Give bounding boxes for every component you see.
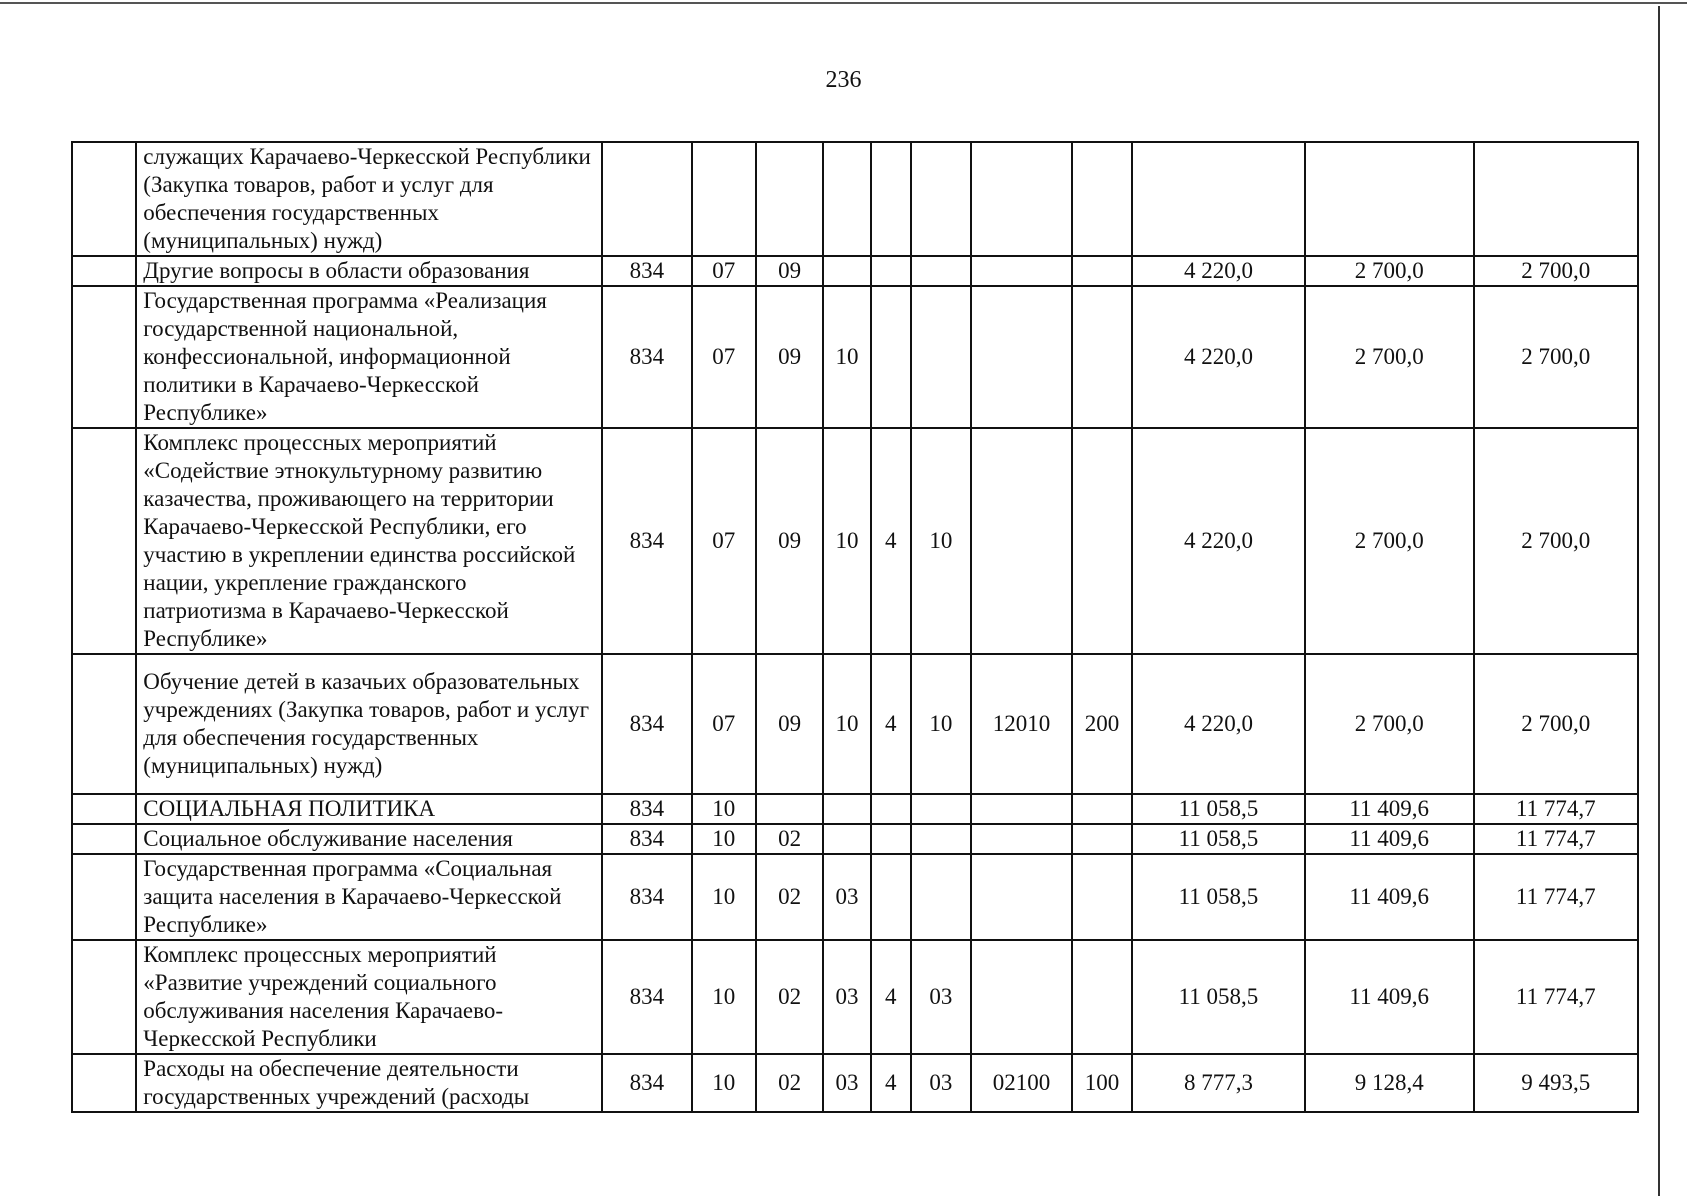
direction-cell [971,824,1072,854]
name-cell: Расходы на обеспечение деятельности государственных учреждений (расходы [136,1054,602,1112]
subprogram-type-cell [871,142,911,256]
table-row [72,854,1638,940]
subprogram-cell [911,824,971,854]
index-cell [72,794,136,824]
amount-year2-cell: 9 128,4 [1305,1054,1474,1112]
subsection-cell [756,142,823,256]
index-cell [72,824,136,854]
amount-year2-cell: 2 700,0 [1305,256,1474,286]
index-cell [72,142,136,256]
budget-table [71,141,1639,1113]
section-cell [692,142,756,256]
subprogram-type-cell: 4 [871,428,911,654]
scan-right-border [1658,6,1660,1196]
subsection-cell: 02 [756,824,823,854]
expense-type-cell [1072,428,1132,654]
subsection-cell: 02 [756,940,823,1054]
amount-year1-cell: 8 777,3 [1132,1054,1305,1112]
section-cell: 10 [692,940,756,1054]
amount-year3-cell: 9 493,5 [1474,1054,1638,1112]
program-cell [823,824,870,854]
amount-year1-cell: 4 220,0 [1132,654,1305,794]
ved-cell: 834 [602,824,692,854]
table-row [72,1054,1638,1112]
section-cell: 07 [692,428,756,654]
table-row [72,142,1638,256]
amount-year2-cell: 11 409,6 [1305,940,1474,1054]
amount-year1-cell: 11 058,5 [1132,794,1305,824]
direction-cell [971,256,1072,286]
amount-year1-cell: 11 058,5 [1132,824,1305,854]
subsection-cell: 09 [756,256,823,286]
page-number: 236 [825,67,862,93]
subsection-cell: 09 [756,654,823,794]
subsection-cell: 09 [756,286,823,428]
amount-year1-cell: 4 220,0 [1132,428,1305,654]
amount-year2-cell [1305,142,1474,256]
ved-cell [602,142,692,256]
name-cell: Социальное обслуживание населения [136,824,602,854]
name-cell: Государственная программа «Реализация государственной национальной, конфессиональной, информационной политики в Карачаево-Черкесской Республике» [136,286,602,428]
program-cell: 10 [823,286,870,428]
expense-type-cell [1072,854,1132,940]
table-row [72,286,1638,428]
subprogram-cell [911,794,971,824]
ved-cell: 834 [602,256,692,286]
index-cell [72,940,136,1054]
index-cell [72,428,136,654]
amount-year2-cell: 11 409,6 [1305,854,1474,940]
amount-year1-cell: 11 058,5 [1132,854,1305,940]
name-cell: СОЦИАЛЬНАЯ ПОЛИТИКА [136,794,602,824]
direction-cell [971,428,1072,654]
amount-year2-cell: 11 409,6 [1305,824,1474,854]
subprogram-cell: 03 [911,940,971,1054]
subsection-cell: 09 [756,428,823,654]
section-cell: 10 [692,824,756,854]
name-cell: служащих Карачаево-Черкесской Республики (Закупка товаров, работ и услуг для обеспечения государственных (муниципальных) нужд) [136,142,602,256]
amount-year3-cell: 2 700,0 [1474,256,1638,286]
amount-year3-cell: 2 700,0 [1474,428,1638,654]
subprogram-type-cell: 4 [871,1054,911,1112]
subprogram-cell: 10 [911,654,971,794]
index-cell [72,854,136,940]
ved-cell: 834 [602,286,692,428]
amount-year3-cell: 11 774,7 [1474,940,1638,1054]
subprogram-type-cell: 4 [871,654,911,794]
amount-year3-cell: 11 774,7 [1474,794,1638,824]
amount-year3-cell: 2 700,0 [1474,654,1638,794]
expense-type-cell: 200 [1072,654,1132,794]
subprogram-cell [911,142,971,256]
amount-year3-cell: 2 700,0 [1474,286,1638,428]
subprogram-cell [911,286,971,428]
section-cell: 10 [692,854,756,940]
ved-cell: 834 [602,794,692,824]
amount-year1-cell [1132,142,1305,256]
index-cell [72,654,136,794]
table-row [72,794,1638,824]
expense-type-cell [1072,940,1132,1054]
amount-year2-cell: 2 700,0 [1305,428,1474,654]
subprogram-cell: 10 [911,428,971,654]
ved-cell: 834 [602,854,692,940]
program-cell: 03 [823,854,870,940]
table-row [72,940,1638,1054]
ved-cell: 834 [602,428,692,654]
ved-cell: 834 [602,1054,692,1112]
amount-year3-cell [1474,142,1638,256]
direction-cell [971,142,1072,256]
ved-cell: 834 [602,654,692,794]
program-cell [823,794,870,824]
expense-type-cell: 100 [1072,1054,1132,1112]
table-row [72,428,1638,654]
subprogram-cell [911,854,971,940]
subprogram-type-cell: 4 [871,940,911,1054]
section-cell: 10 [692,1054,756,1112]
amount-year2-cell: 2 700,0 [1305,654,1474,794]
amount-year2-cell: 11 409,6 [1305,794,1474,824]
program-cell [823,142,870,256]
table-row [72,256,1638,286]
direction-cell [971,794,1072,824]
amount-year1-cell: 4 220,0 [1132,286,1305,428]
program-cell: 03 [823,1054,870,1112]
direction-cell: 12010 [971,654,1072,794]
name-cell: Комплекс процессных мероприятий «Развитие учреждений социального обслуживания населения Карачаево-Черкесской Республики [136,940,602,1054]
expense-type-cell [1072,286,1132,428]
subsection-cell: 02 [756,1054,823,1112]
name-cell: Комплекс процессных мероприятий «Содействие этнокультурному развитию казачества, проживающего на территории Карачаево-Черкесской Республики, его участию в укреплении единства российской нации, укрепление гражданского патриотизма в Карачаево-Черкесской Республике» [136,428,602,654]
direction-cell [971,940,1072,1054]
direction-cell [971,854,1072,940]
expense-type-cell [1072,142,1132,256]
amount-year1-cell: 4 220,0 [1132,256,1305,286]
amount-year1-cell: 11 058,5 [1132,940,1305,1054]
section-cell: 10 [692,794,756,824]
program-cell: 10 [823,654,870,794]
amount-year2-cell: 2 700,0 [1305,286,1474,428]
index-cell [72,1054,136,1112]
direction-cell [971,286,1072,428]
expense-type-cell [1072,794,1132,824]
table-body [72,142,1638,1112]
program-cell: 10 [823,428,870,654]
index-cell [72,256,136,286]
subsection-cell [756,794,823,824]
subprogram-type-cell [871,824,911,854]
subsection-cell: 02 [756,854,823,940]
name-cell: Обучение детей в казачьих образовательных учреждениях (Закупка товаров, работ и услуг для обеспечения государственных (муниципальных) нужд) [136,654,602,794]
name-cell: Государственная программа «Социальная защита населения в Карачаево-Черкесской Республике» [136,854,602,940]
expense-type-cell [1072,824,1132,854]
ved-cell: 834 [602,940,692,1054]
direction-cell: 02100 [971,1054,1072,1112]
subprogram-cell: 03 [911,1054,971,1112]
index-cell [72,286,136,428]
scan-top-border [0,2,1687,4]
expense-type-cell [1072,256,1132,286]
subprogram-type-cell [871,854,911,940]
amount-year3-cell: 11 774,7 [1474,854,1638,940]
name-cell: Другие вопросы в области образования [136,256,602,286]
subprogram-cell [911,256,971,286]
program-cell [823,256,870,286]
section-cell: 07 [692,654,756,794]
table-row [72,654,1638,794]
amount-year3-cell: 11 774,7 [1474,824,1638,854]
section-cell: 07 [692,256,756,286]
program-cell: 03 [823,940,870,1054]
subprogram-type-cell [871,256,911,286]
subprogram-type-cell [871,286,911,428]
subprogram-type-cell [871,794,911,824]
section-cell: 07 [692,286,756,428]
table-row [72,824,1638,854]
